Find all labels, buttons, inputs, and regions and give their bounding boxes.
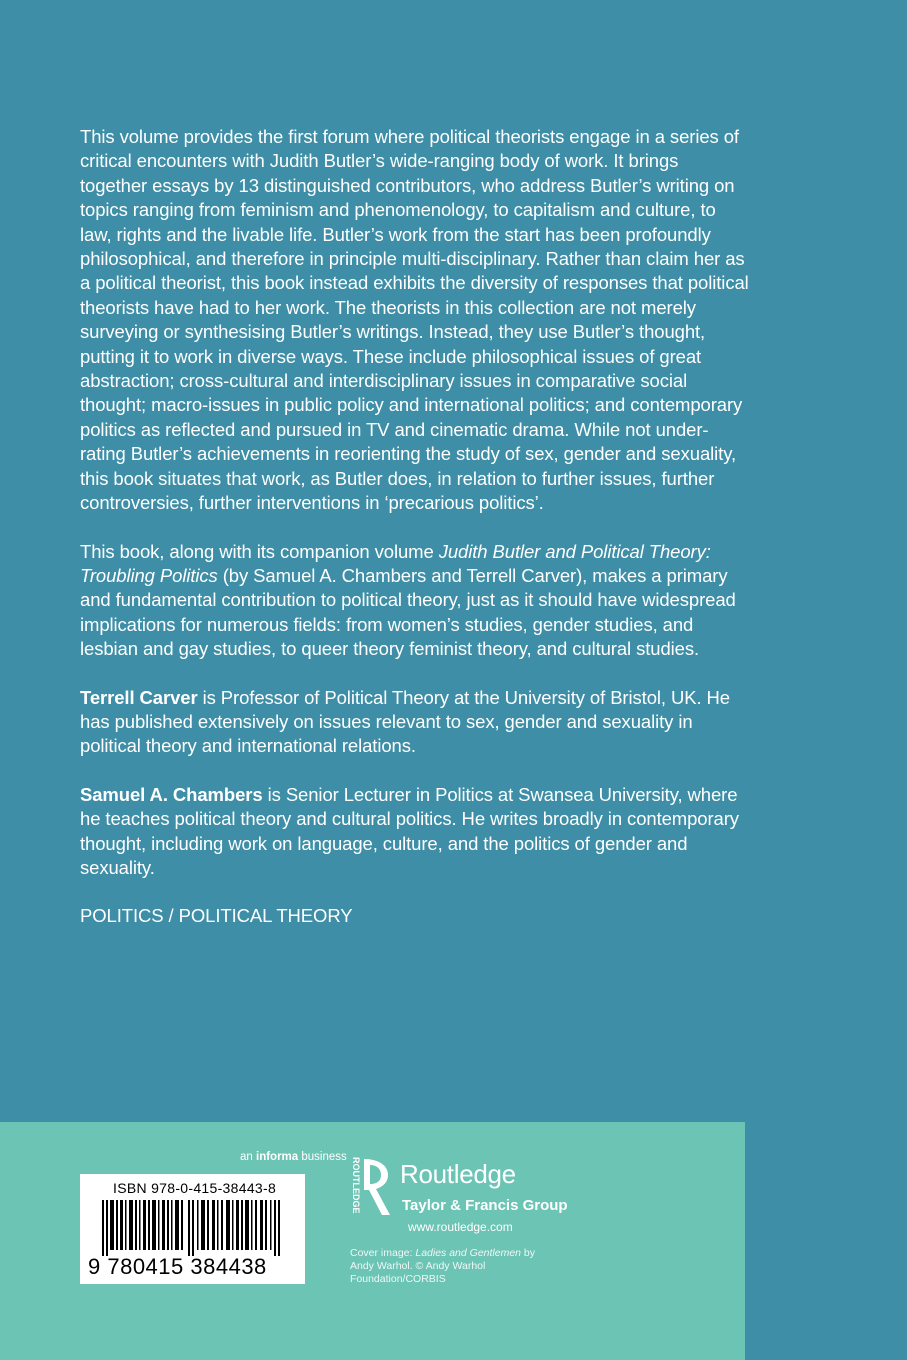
author-bio-carver bbox=[80, 686, 750, 759]
barcode-digits: 9 780415 384438 bbox=[88, 1254, 267, 1279]
companion-paragraph bbox=[80, 540, 750, 662]
author-bio-chambers bbox=[80, 783, 750, 881]
isbn-barcode bbox=[80, 1174, 305, 1284]
isbn-label: ISBN 978-0-415-38443-8 bbox=[113, 1180, 277, 1196]
cover-credit-title: Ladies and Gentlemen bbox=[415, 1247, 522, 1259]
routledge-logo-icon bbox=[344, 1155, 396, 1221]
subject-category: POLITICS / POLITICAL THEORY bbox=[80, 905, 353, 927]
publisher-group: Taylor & Francis Group bbox=[402, 1197, 568, 1214]
description-paragraph: This volume provides the first forum where political theorists engage in a series of critical encounters with Judith Butler’s wide-ranging body of work. It brings together essays by 13 distinguished contributors, who address Butler’s writing on topics ranging from feminism and phenomenology, to capitalism and culture, to law, rights and the livable life. Butler’s work from the start has been profoundly philosophical, and therefore in principle multi-disciplinary. Rather than claim her as a political theorist, this book instead exhibits the diversity of responses that political theorists have had to her work. The theorists in this collection are not merely surveying or synthesising Butler’s writings. Instead, they use Butler’s thought, putting it to work in diverse ways. These include philosophical issues of great abstraction; cross-cultural and interdisciplinary issues in comparative social thought; macro-issues in public policy and international politics; and contemporary politics as reflected and pursued in TV and cinematic drama. While not under-rating Butler’s achievements in reorienting the study of sex, gender and sexuality, this book situates that work, as Butler does, in relation to further issues, further controversies, further interventions in ‘precarious politics’. bbox=[80, 126, 749, 514]
informa-brand: informa bbox=[256, 1151, 299, 1163]
companion-text-before: This book, along with its companion volume bbox=[80, 540, 439, 562]
author-bio-text: is Senior Lecturer in Politics at Swansea University, where he teaches political theory and cultural politics. He writes broadly in contemporary thought, including work on language, culture, and the politics of gender and sexuality. bbox=[80, 783, 739, 878]
companion-title: Judith Butler and Political Theory: Troubling Politics bbox=[80, 540, 711, 586]
cover-credit-prefix: Cover image: bbox=[350, 1247, 416, 1259]
routledge-logo-text: ROUTLEDGE bbox=[351, 1157, 361, 1214]
cover-image-credit bbox=[350, 1247, 550, 1286]
cover-credit-suffix: by Andy Warhol. © Andy Warhol Foundation/CORBIS bbox=[350, 1247, 536, 1285]
informa-tagline bbox=[240, 1151, 347, 1163]
informa-suffix: business bbox=[298, 1151, 347, 1163]
informa-prefix: an bbox=[240, 1151, 256, 1163]
back-cover-text bbox=[80, 125, 750, 953]
author-bio-text: is Professor of Political Theory at the University of Bristol, UK. He has published extensively on issues relevant to sex, gender and sexuality in political theory and international relations. bbox=[80, 686, 730, 757]
publisher-url[interactable]: www.routledge.com bbox=[408, 1220, 513, 1234]
author-name: Samuel A. Chambers bbox=[80, 783, 263, 805]
companion-text-after: (by Samuel A. Chambers and Terrell Carver), makes a primary and fundamental contribution to political theory, just as it should have widespread implications for numerous fields: from women’s studies, gender studies, and lesbian and gay studies, to queer theory feminist theory, and cultural studies. bbox=[80, 564, 736, 660]
barcode-bars bbox=[102, 1200, 282, 1256]
publisher-name: Routledge bbox=[400, 1159, 516, 1189]
author-name: Terrell Carver bbox=[80, 686, 198, 708]
